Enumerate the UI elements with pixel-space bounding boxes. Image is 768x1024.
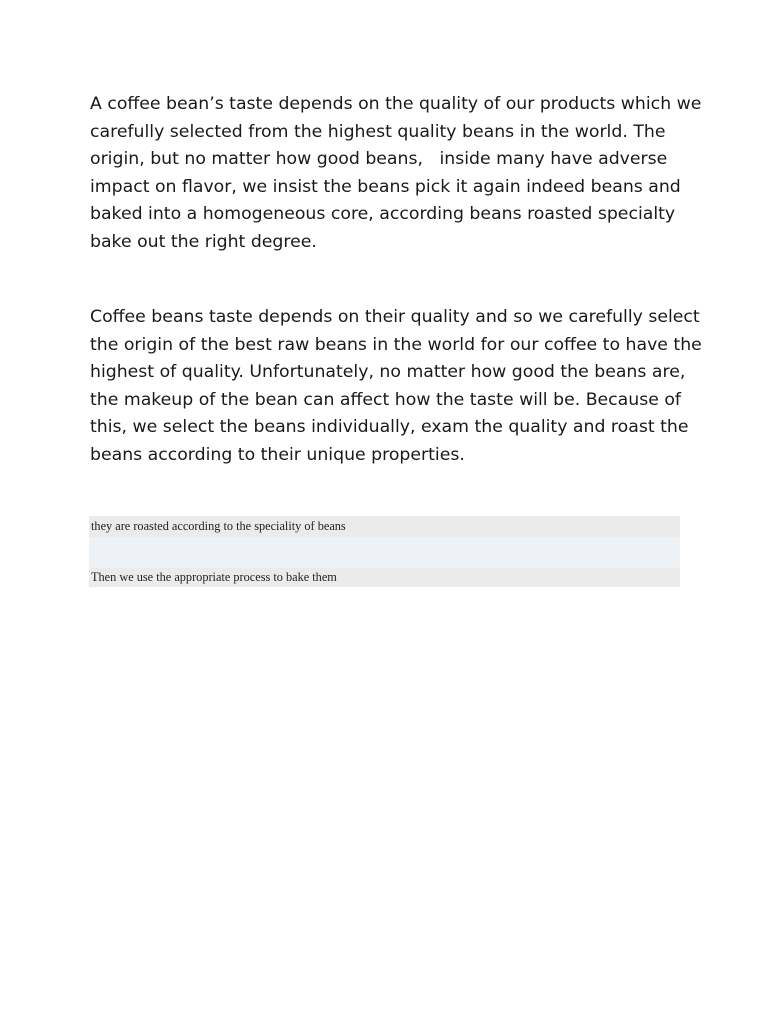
paragraph-line: the origin of the best raw beans in the world for our coffee to have the xyxy=(90,334,702,355)
paragraph-line: carefully selected from the highest quality beans in the world. The xyxy=(90,121,666,142)
paragraph-line: the makeup of the bean can affect how the taste will be. Because of xyxy=(90,389,682,410)
paragraph-line: highest of quality. Unfortunately, no matter how good the beans are, xyxy=(90,362,686,382)
paragraph-line: A coffee bean’s taste depends on the quality of our products which we xyxy=(90,94,702,114)
paragraph-original xyxy=(90,91,702,256)
notes-table xyxy=(89,516,680,587)
paragraph-line: origin, but no matter how good beans, inside many have adverse xyxy=(90,149,668,169)
paragraph-line: baked into a homogeneous core, according beans roasted specialty xyxy=(90,204,676,224)
paragraph-line: bake out the right degree. xyxy=(90,231,317,252)
table-row-empty xyxy=(89,537,680,568)
paragraph-line: beans according to their unique properties. xyxy=(90,444,465,465)
table-row: they are roasted according to the speciality of beans xyxy=(89,516,680,537)
paragraph-line: impact on flavor, we insist the beans pick it again indeed beans and xyxy=(90,176,681,197)
paragraph-line: this, we select the beans individually, exam the quality and roast the xyxy=(90,417,689,437)
paragraph-revised xyxy=(90,304,702,469)
table-row: Then we use the appropriate process to bake them xyxy=(89,568,680,587)
paragraph-line: Coffee beans taste depends on their quality and so we carefully select xyxy=(90,307,700,327)
